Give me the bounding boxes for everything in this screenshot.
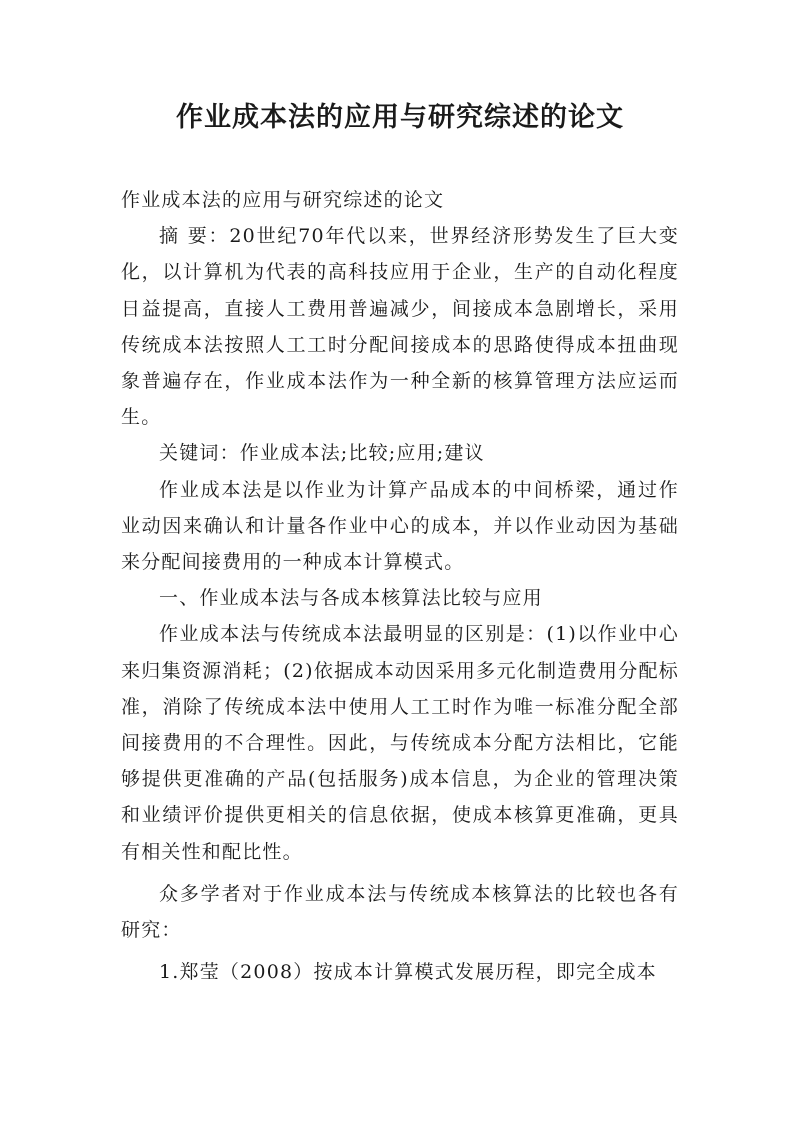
subtitle-paragraph: 作业成本法的应用与研究综述的论文 — [121, 189, 445, 211]
abstract-paragraph: 摘 要：20世纪70年代以来，世界经济形势发生了巨大变化，以计算机为代表的高科技应用于企业，生产的自动化程度日益提高，直接人工费用普遍减少，间接成本急剧增长，采用传统成本法按照人工工时分配间接成本的思路使得成本扭曲现象普遍存在，作业成本法作为一种全新的核算管理方法应运而生。 — [121, 225, 679, 429]
section-heading: 一、作业成本法与各成本核算法比较与应用 — [159, 587, 543, 610]
scholars-paragraph: 众多学者对于作业成本法与传统成本核算法的比较也各有研究： — [121, 882, 679, 942]
definition-paragraph: 作业成本法是以作业为计算产品成本的中间桥梁，通过作业动因来确认和计量各作业中心的成本，并以作业动因为基础来分配间接费用的一种成本计算模式。 — [121, 478, 679, 574]
document-body — [121, 182, 679, 990]
comparison-paragraph: 作业成本法与传统成本法最明显的区别是：(1)以作业中心来归集资源消耗；(2)依据成本动因采用多元化制造费用分配标准，消除了传统成本法中使用人工工时作为唯一标准分配全部间接费用的不合理性。因此，与传统成本分配方法相比，它能够提供更准确的产品(包括服务)成本信息，为企业的管理决策和业绩评价提供更相关的信息依据，使成本核算更准确，更具有相关性和配比性。 — [121, 623, 679, 863]
list-item-paragraph: 1.郑莹（2008）按成本计算模式发展历程，即完全成本 — [159, 961, 657, 984]
keywords-paragraph: 关键词：作业成本法;比较;应用;建议 — [159, 442, 485, 465]
document-title: 作业成本法的应用与研究综述的论文 — [176, 102, 624, 133]
